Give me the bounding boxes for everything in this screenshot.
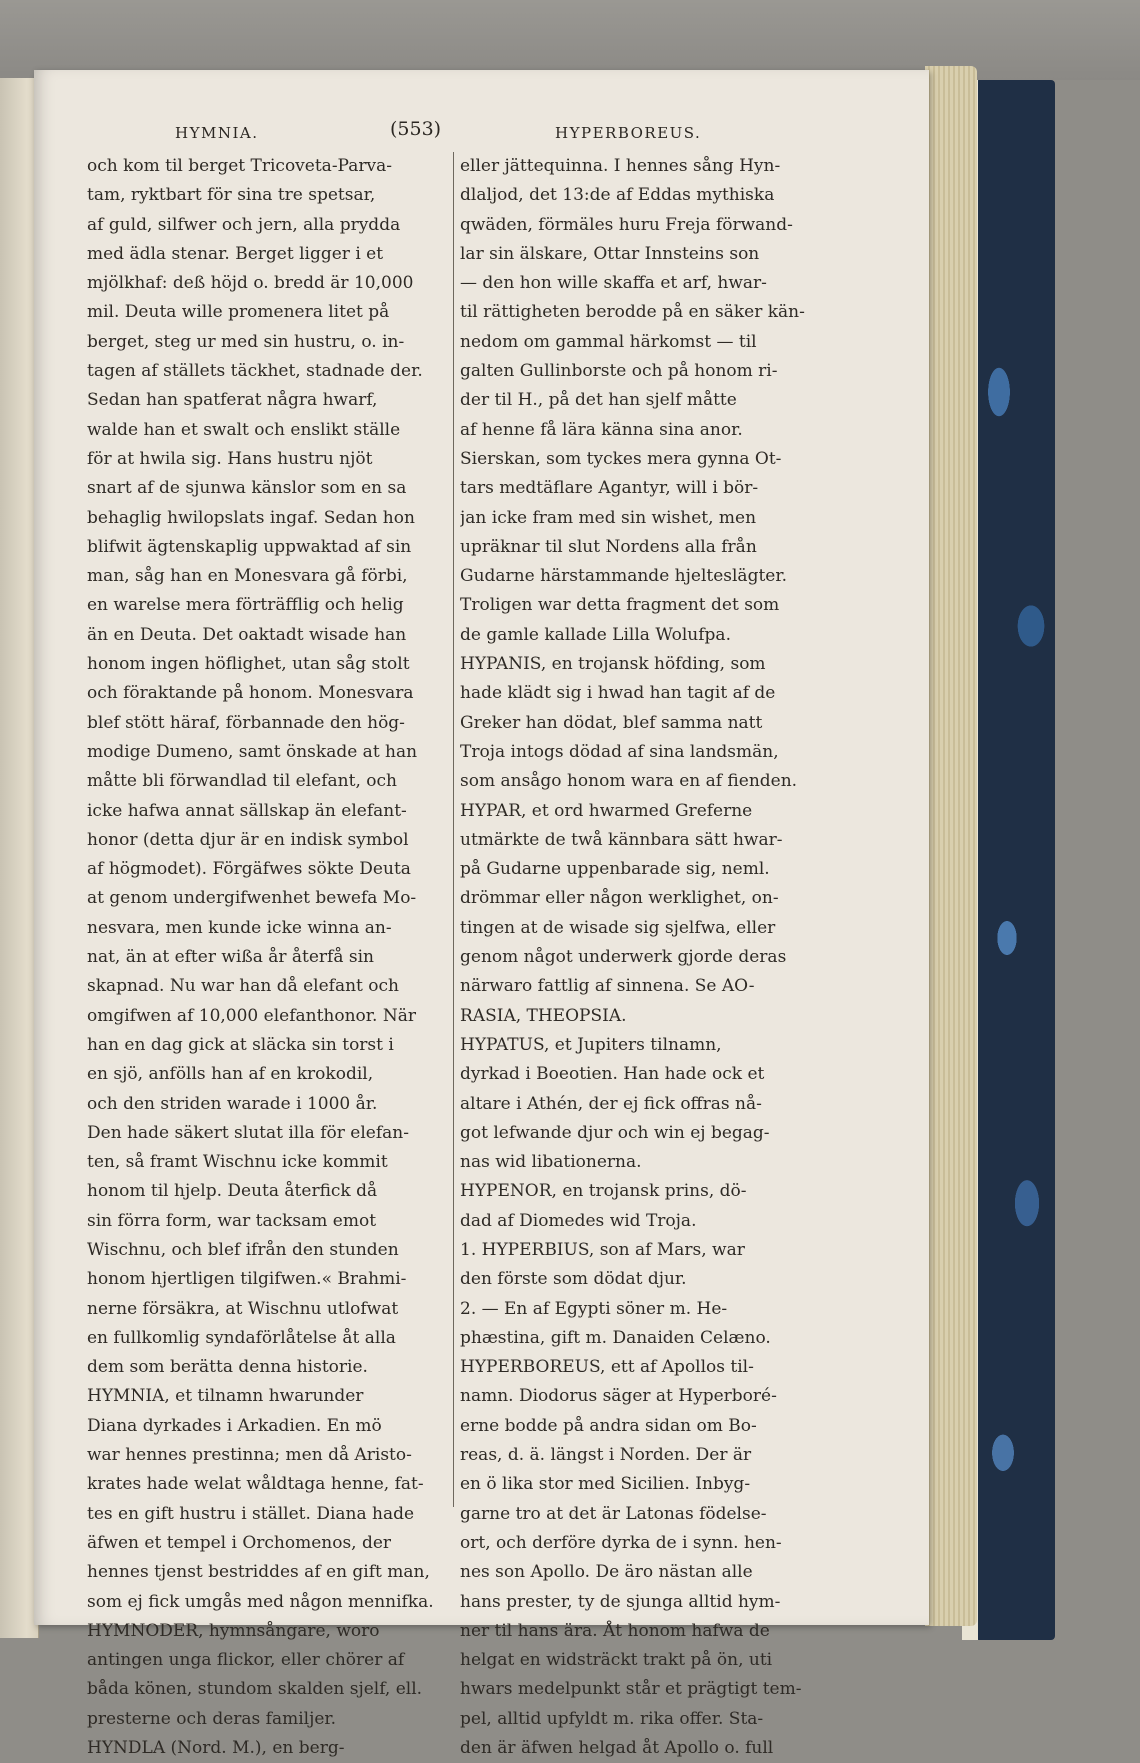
left-column-line: båda könen, stundom skalden sjelf, ell.	[87, 1679, 423, 1700]
left-column-line: honor (detta djur är en indisk symbol	[87, 829, 409, 850]
right-column-line: hade klädt sig i hwad han tagit af de	[460, 683, 776, 704]
right-column-line: helgat en widsträckt trakt på ön, uti	[460, 1650, 773, 1671]
left-column-line: honom hjertligen tilgifwen.« Brahmi-	[87, 1269, 407, 1290]
left-column-line: äfwen et tempel i Orchomenos, der	[87, 1532, 392, 1553]
right-column-line: hwars medelpunkt står et prägtigt tem-	[460, 1679, 802, 1700]
left-column-line: med ädla stenar. Berget ligger i et	[87, 243, 384, 264]
left-column-line: måtte bli förwandlad til elefant, och	[87, 771, 397, 792]
right-column-line: nes son Apollo. De äro nästan alle	[460, 1562, 753, 1583]
left-column-line: tagen af ställets täckhet, stadnade der.	[87, 361, 423, 382]
left-column-line: modige Dumeno, samt önskade at han	[87, 741, 418, 762]
left-column-line: och den striden warade i 1000 år.	[87, 1093, 378, 1114]
left-column-line: at genom undergifwenhet bewefa Mo-	[87, 888, 417, 909]
right-column-line: namn. Diodorus säger at Hyperboré-	[460, 1386, 777, 1407]
marbled-cover	[975, 80, 1055, 1640]
right-column-line: Troja intogs dödad af sina landsmän,	[460, 741, 779, 762]
right-column-line: HYPANIS, en trojansk höfding, som	[460, 654, 766, 675]
left-column-line: Sedan han spatferat några hwarf,	[87, 390, 378, 411]
right-column-line: på Gudarne uppenbarade sig, neml.	[460, 859, 770, 880]
left-column-line: mjölkhaf: deß höjd o. bredd är 10,000	[87, 273, 414, 294]
right-column-line: af henne få lära känna sina anor.	[460, 419, 743, 440]
right-column-line: ner til hans ära. Åt honom hafwa de	[460, 1620, 770, 1641]
right-column-line: HYPERBOREUS, ett af Apollos til-	[460, 1357, 754, 1378]
right-column-line: phæstina, gift m. Danaiden Celæno.	[460, 1327, 771, 1348]
header-right-term: HYPERBOREUS.	[555, 124, 702, 142]
right-text-column	[460, 152, 805, 1763]
right-column-line: jan icke fram med sin wishet, men	[460, 507, 757, 528]
column-divider	[453, 152, 454, 1507]
left-column-line: nat, än at efter wißa år återfå sin	[87, 947, 374, 968]
left-column-line: nesvara, men kunde icke winna an-	[87, 917, 392, 938]
left-column-line: och föraktande på honom. Monesvara	[87, 683, 414, 704]
left-column-line: Diana dyrkades i Arkadien. En mö	[87, 1415, 382, 1436]
right-column-line: altare i Athén, der ej fick offras nå-	[460, 1093, 762, 1114]
left-column-line: Wischnu, och blef ifrån den stunden	[87, 1239, 399, 1260]
left-column-line: behaglig hwilopslats ingaf. Sedan hon	[87, 507, 415, 528]
right-column-line: erne bodde på andra sidan om Bo-	[460, 1415, 757, 1436]
right-column-line: garne tro at det är Latonas födelse-	[460, 1503, 767, 1524]
right-column-line: reas, d. ä. längst i Norden. Der är	[460, 1445, 752, 1466]
right-column-line: lar sin älskare, Ottar Innsteins son	[460, 243, 760, 264]
running-header	[175, 118, 735, 148]
right-column-line: dad af Diomedes wid Troja.	[460, 1210, 697, 1231]
right-column-line: — den hon wille skaffa et arf, hwar-	[460, 273, 767, 294]
left-column-line: af guld, silfwer och jern, alla prydda	[87, 214, 401, 235]
left-column-line: af högmodet). Förgäfwes sökte Deuta	[87, 859, 411, 880]
left-column-line: krates hade welat wåldtaga henne, fat-	[87, 1474, 424, 1495]
left-column-line: och kom til berget Tricoveta-Parva-	[87, 156, 392, 176]
page-stack-edge	[925, 66, 977, 1626]
left-column-line: en sjö, anfölls han af en krokodil,	[87, 1064, 374, 1085]
left-column-line: presterne och deras familjer.	[87, 1708, 337, 1729]
left-column-line: honom til hjelp. Deuta återfick då	[87, 1181, 378, 1202]
left-column-line: tam, ryktbart för sina tre spetsar,	[87, 185, 376, 206]
left-column-line: tes en gift hustru i stället. Diana hade	[87, 1503, 415, 1524]
left-column-line: omgifwen af 10,000 elefanthonor. När	[87, 1005, 416, 1026]
left-column-line: snart af de sjunwa känslor som en sa	[87, 478, 407, 499]
left-column-line: nerne försäkra, at Wischnu utlofwat	[87, 1298, 399, 1319]
right-column-line: Troligen war detta fragment det som	[460, 595, 780, 616]
left-column-line: ten, så framt Wischnu icke kommit	[87, 1152, 388, 1173]
right-column-line: 1. HYPERBIUS, son af Mars, war	[460, 1239, 745, 1260]
left-column-line: sin förra form, war tacksam emot	[87, 1210, 377, 1231]
left-column-line: man, såg han en Monesvara gå förbi,	[87, 566, 408, 587]
right-column-line: nedom om gammal härkomst — til	[460, 331, 757, 352]
left-column-line: war hennes prestinna; men då Aristo-	[87, 1445, 412, 1466]
page-number: (553)	[390, 118, 442, 140]
left-column-line: berget, steg ur med sin hustru, o. in-	[87, 331, 405, 352]
left-column-line: honom ingen höflighet, utan såg stolt	[87, 654, 410, 675]
left-column-line: han en dag gick at släcka sin torst i	[87, 1034, 394, 1055]
right-column-line: pel, alltid upfyldt m. rika offer. Sta-	[460, 1708, 764, 1729]
header-left-term: HYMNIA.	[175, 124, 259, 142]
left-text-column	[87, 152, 434, 1763]
left-column-line: HYMNODER, hymnsångare, woro	[87, 1620, 380, 1641]
left-column-line: hennes tjenst bestriddes af en gift man,	[87, 1562, 430, 1583]
right-column-line: dlaljod, det 13:de af Eddas mythiska	[460, 185, 775, 206]
right-column-line: Gudarne härstammande hjelteslägter.	[460, 566, 788, 587]
left-column-line: en fullkomlig syndaförlåtelse åt alla	[87, 1327, 396, 1348]
right-column-line: drömmar eller någon werklighet, on-	[460, 888, 779, 909]
right-column-line: galten Gullinborste och på honom ri-	[460, 361, 778, 382]
right-column-line: tars medtäflare Agantyr, will i bör-	[460, 478, 759, 499]
left-column-line: HYNDLA (Nord. M.), en berg-	[87, 1738, 345, 1759]
right-column-line: ort, och derföre dyrka de i synn. hen-	[460, 1532, 782, 1553]
left-column-line: blef stött häraf, förbannade den hög-	[87, 712, 405, 733]
right-column-line: 2. — En af Egypti söner m. He-	[460, 1298, 728, 1319]
right-column-line: upräknar til slut Nordens alla från	[460, 536, 757, 557]
right-column-line: der til H., på det han sjelf måtte	[460, 390, 737, 411]
right-column-line: nas wid libationerna.	[460, 1152, 642, 1173]
right-column-line: närwaro fattlig af sinnena. Se AO-	[460, 976, 755, 997]
left-column-line: mil. Deuta wille promenera litet på	[87, 302, 390, 323]
left-column-line: antingen unga flickor, eller chörer af	[87, 1650, 405, 1671]
left-column-line: som ej fick umgås med någon mennifka.	[87, 1591, 434, 1612]
right-column-line: til rättigheten berodde på en säker kän-	[460, 302, 805, 323]
left-column-line: walde han et swalt och enslikt ställe	[87, 419, 401, 440]
right-column-line: den är äfwen helgad åt Apollo o. full	[460, 1738, 774, 1759]
right-column-line: dyrkad i Boeotien. Han hade ock et	[460, 1064, 765, 1085]
right-column-line: eller jättequinna. I hennes sång Hyn-	[460, 156, 781, 176]
left-column-line: skapnad. Nu war han då elefant och	[87, 976, 399, 997]
right-column-line: tingen at de wisade sig sjelfwa, eller	[460, 917, 776, 938]
right-column-line: Sierskan, som tyckes mera gynna Ot-	[460, 448, 782, 469]
right-column-line: HYPENOR, en trojansk prins, dö-	[460, 1181, 747, 1202]
left-column-line: en warelse mera förträfflig och helig	[87, 595, 404, 616]
right-column-line: utmärkte de twå kännbara sätt hwar-	[460, 829, 783, 850]
left-column-line: HYMNIA, et tilnamn hwarunder	[87, 1386, 364, 1407]
right-column-line: de gamle kallade Lilla Wolufpa.	[460, 624, 731, 645]
right-column-line: got lefwande djur och win ej begag-	[460, 1122, 770, 1143]
right-column-line: hans prester, ty de sjunga alltid hym-	[460, 1591, 781, 1612]
right-column-line: Greker han dödat, blef samma natt	[460, 712, 763, 733]
right-column-line: HYPAR, et ord hwarmed Greferne	[460, 800, 753, 821]
right-column-line: genom något underwerk gjorde deras	[460, 947, 787, 968]
right-column-line: en ö lika stor med Sicilien. Inbyg-	[460, 1474, 751, 1495]
right-column-line: qwäden, förmäles huru Freja förwand-	[460, 214, 793, 235]
left-column-line: för at hwila sig. Hans hustru njöt	[87, 448, 373, 469]
right-column-line: som ansågo honom wara en af fienden.	[460, 771, 798, 792]
right-column-line: HYPATUS, et Jupiters tilnamn,	[460, 1034, 722, 1055]
right-column-line: RASIA, THEOPSIA.	[460, 1005, 627, 1026]
left-column-line: icke hafwa annat sällskap än elefant-	[87, 800, 407, 821]
right-column-line: den förste som dödat djur.	[460, 1269, 687, 1290]
left-column-line: Den hade säkert slutat illa för elefan-	[87, 1122, 409, 1143]
left-column-line: dem som berätta denna historie.	[87, 1357, 368, 1378]
left-column-line: än en Deuta. Det oaktadt wisade han	[87, 624, 407, 645]
left-column-line: blifwit ägtenskaplig uppwaktad af sin	[87, 536, 412, 557]
